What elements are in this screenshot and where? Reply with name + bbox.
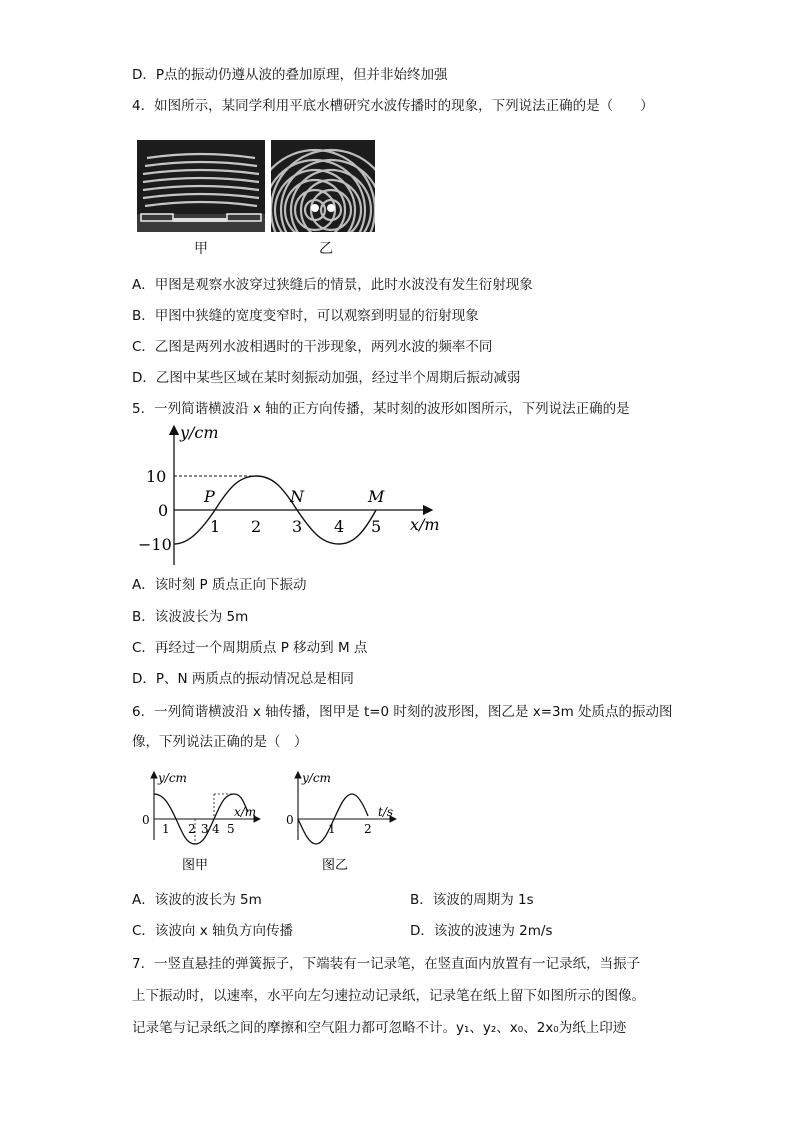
- tick-x5: 5: [371, 517, 382, 536]
- q4-option-b: B．甲图中狭缝的宽度变窄时，可以观察到明显的衍射现象: [132, 308, 479, 324]
- q7-stem-line3: 记录笔与记录纸之间的摩擦和空气阻力都可忽略不计。y₁、y₂、x₀、2x₀为纸上印迹: [132, 1020, 627, 1036]
- q6-left-origin: 0: [142, 813, 150, 827]
- q6-left-tick-4: 4: [212, 822, 220, 836]
- interference-photo: [271, 140, 375, 232]
- q6-option-b: B．该波的周期为 1s: [410, 892, 534, 908]
- point-p: P: [204, 487, 215, 506]
- tick-y0: 0: [158, 501, 169, 520]
- q7-stem-line1: 7．一竖直悬挂的弹簧振子，下端装有一记录笔，在竖直面内放置有一记录纸，当振子: [132, 956, 641, 972]
- q4-option-d: D．乙图中某些区域在某时刻振动加强，经过半个周期后振动减弱: [132, 370, 521, 386]
- q6-vibration-graph: [282, 766, 402, 876]
- tick-x1: 1: [210, 517, 221, 536]
- fig4-caption-left: 甲: [194, 241, 208, 257]
- q6-left-tick-5: 5: [227, 822, 235, 836]
- q6-right-caption: 图乙: [322, 858, 349, 873]
- point-m: M: [368, 487, 385, 506]
- q5-option-c: C．再经过一个周期质点 P 移动到 M 点: [132, 640, 368, 656]
- q5-wave-graph: [132, 420, 452, 570]
- slit-diffraction-photo: [137, 140, 265, 232]
- q6-left-ylabel: y/cm: [158, 771, 187, 785]
- q4-stem: 4．如图所示，某同学利用平底水槽研究水波传播时的现象，下列说法正确的是（ ）: [132, 98, 654, 114]
- tick-y10: 10: [146, 467, 167, 486]
- q5-option-d: D．P、N 两质点的振动情况总是相同: [132, 671, 354, 687]
- tick-x4: 4: [334, 517, 345, 536]
- q5-option-b: B．该波波长为 5m: [132, 609, 249, 625]
- q6-left-tick-2: 2: [188, 822, 196, 836]
- q6-left-tick-3: 3: [201, 822, 209, 836]
- tick-x2: 2: [251, 517, 262, 536]
- q4-option-c: C．乙图是两列水波相遇时的干涉现象，两列水波的频率不同: [132, 339, 493, 355]
- point-n: N: [290, 487, 304, 506]
- q6-stem-line2: 像，下列说法正确的是（ ）: [132, 734, 308, 750]
- q6-left-tick-1: 1: [162, 822, 170, 836]
- q5-stem: 5．一列简谐横波沿 x 轴的正方向传播，某时刻的波形如图所示，下列说法正确的是: [132, 401, 630, 417]
- q4-option-a: A．甲图是观察水波穿过狭缝后的情景，此时水波没有发生衍射现象: [132, 277, 533, 293]
- x-axis-label: x/m: [410, 515, 440, 534]
- q6-wave-graph: [138, 766, 268, 876]
- q6-right-tick-2: 2: [364, 822, 372, 836]
- tick-x3: 3: [292, 517, 303, 536]
- q6-right-xlabel: t/s: [378, 805, 394, 819]
- q6-right-origin: 0: [286, 813, 294, 827]
- y-axis-label: y/cm: [180, 423, 219, 442]
- q6-right-ylabel: y/cm: [302, 771, 331, 785]
- q6-stem-line1: 6．一列简谐横波沿 x 轴传播，图甲是 t=0 时刻的波形图，图乙是 x=3m 处质点的振动图: [132, 704, 673, 720]
- q7-stem-line2: 上下振动时，以速率，水平向左匀速拉动记录纸，记录笔在纸上留下如图所示的图像。: [132, 988, 645, 1004]
- q6-option-a: A．该波的波长为 5m: [132, 892, 262, 908]
- q6-option-d: D．该波的波速为 2m/s: [410, 923, 553, 939]
- q5-option-a: A．该时刻 P 质点正向下振动: [132, 577, 307, 593]
- fig4-caption-right: 乙: [319, 241, 333, 257]
- q6-left-xlabel: x/m: [234, 805, 257, 819]
- tick-ym10: −10: [138, 535, 172, 554]
- q6-right-tick-1: 1: [328, 822, 336, 836]
- q6-option-c: C．该波向 x 轴负方向传播: [132, 923, 293, 939]
- q6-left-caption: 图甲: [182, 858, 209, 873]
- q3-option-d: D．P点的振动仍遵从波的叠加原理，但并非始终加强: [132, 67, 448, 83]
